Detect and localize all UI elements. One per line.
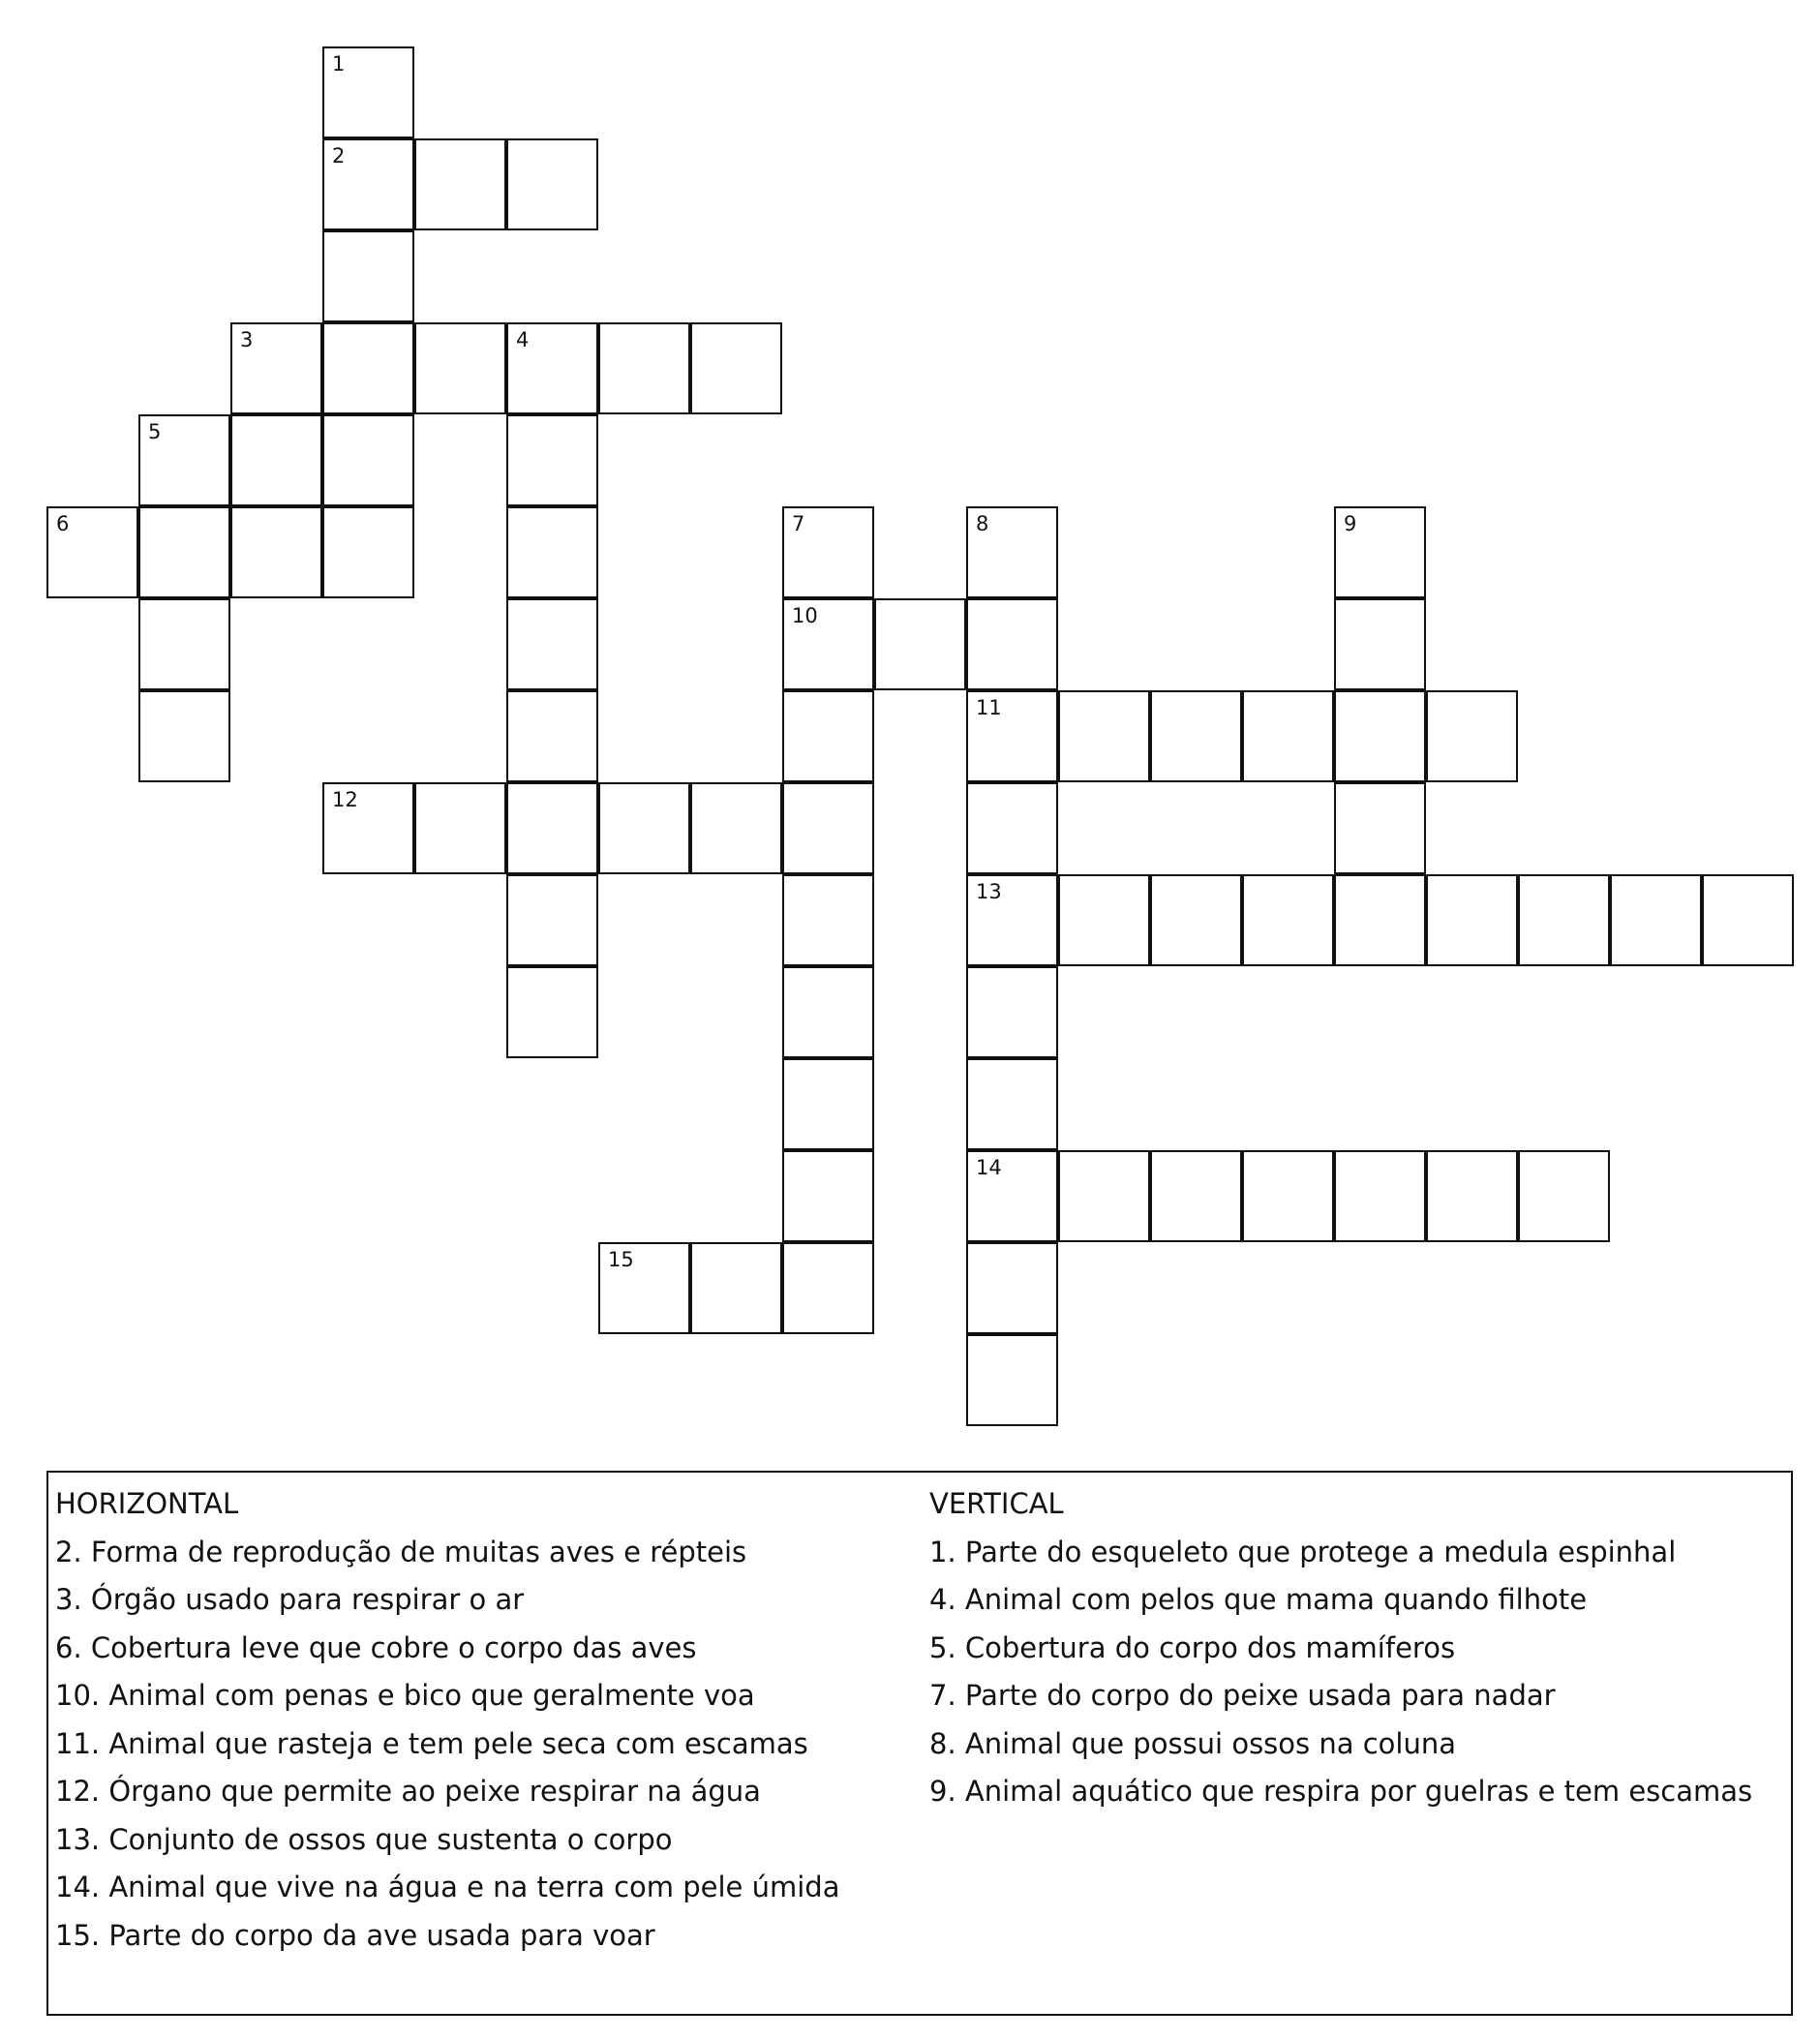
crossword-cell[interactable] (230, 506, 322, 598)
crossword-cell[interactable] (966, 874, 1058, 966)
crossword-cell[interactable] (322, 322, 414, 414)
crossword-cell[interactable] (966, 966, 1058, 1058)
cell-number: 9 (1344, 512, 1357, 535)
crossword-cell[interactable] (1518, 874, 1610, 966)
crossword-cell[interactable] (1150, 1150, 1242, 1242)
clue-horizontal-3: 3. Órgão usado para respirar o ar (55, 1583, 525, 1616)
crossword-cell[interactable] (1058, 690, 1150, 782)
cell-number: 12 (332, 788, 358, 811)
clue-vertical-4: 4. Animal com pelos que mama quando filhote (929, 1583, 1588, 1616)
crossword-cell[interactable] (966, 506, 1058, 598)
cell-number: 5 (148, 420, 162, 443)
crossword-cell[interactable] (322, 230, 414, 322)
clue-vertical-5: 5. Cobertura do corpo dos mamíferos (929, 1630, 1456, 1664)
crossword-cell[interactable] (230, 414, 322, 506)
clue-vertical-8: 8. Animal que possui ossos na coluna (929, 1726, 1457, 1760)
crossword-cell[interactable] (1242, 690, 1334, 782)
clue-vertical-1: 1. Parte do esqueleto que protege a medula espinhal (929, 1535, 1677, 1568)
clue-vertical-7: 7. Parte do corpo do peixe usada para nadar (929, 1679, 1556, 1712)
crossword-cell[interactable] (1058, 1150, 1150, 1242)
crossword-cell[interactable] (874, 598, 966, 690)
clues-box (46, 1471, 1793, 2016)
crossword-cell[interactable] (138, 414, 230, 506)
cell-number: 8 (976, 512, 989, 535)
clue-horizontal-6: 6. Cobertura leve que cobre o corpo das aves (55, 1630, 697, 1664)
crossword-cell[interactable] (966, 782, 1058, 874)
clue-horizontal-15: 15. Parte do corpo da ave usada para voar (55, 1918, 655, 1952)
cell-number: 14 (976, 1156, 1002, 1179)
cell-number: 4 (516, 328, 530, 351)
crossword-cell[interactable] (506, 414, 598, 506)
crossword-cell[interactable] (322, 138, 414, 230)
crossword-cell[interactable] (690, 1242, 782, 1334)
cell-number: 6 (56, 512, 70, 535)
crossword-cell[interactable] (1610, 874, 1702, 966)
crossword-cell[interactable] (1242, 1150, 1334, 1242)
crossword-cell[interactable] (1518, 1150, 1610, 1242)
crossword-cell[interactable] (598, 782, 690, 874)
cell-number: 15 (608, 1248, 634, 1271)
crossword-cell[interactable] (782, 1150, 874, 1242)
crossword-cell[interactable] (966, 598, 1058, 690)
crossword-cell[interactable] (966, 690, 1058, 782)
crossword-cell[interactable] (1334, 690, 1426, 782)
crossword-cell[interactable] (322, 46, 414, 138)
crossword-cell[interactable] (506, 690, 598, 782)
crossword-cell[interactable] (414, 138, 506, 230)
crossword-cell[interactable] (598, 1242, 690, 1334)
crossword-cell[interactable] (1058, 874, 1150, 966)
cell-number: 13 (976, 880, 1002, 903)
crossword-cell[interactable] (138, 598, 230, 690)
crossword-cell[interactable] (1426, 690, 1518, 782)
crossword-cell[interactable] (966, 1058, 1058, 1150)
cell-number: 3 (240, 328, 254, 351)
crossword-cell[interactable] (230, 322, 322, 414)
crossword-cell[interactable] (1702, 874, 1794, 966)
crossword-cell[interactable] (966, 1150, 1058, 1242)
cell-number: 10 (792, 604, 818, 627)
crossword-cell[interactable] (598, 322, 690, 414)
crossword-cell[interactable] (782, 782, 874, 874)
cell-number: 1 (332, 52, 346, 76)
vertical-heading: VERTICAL (929, 1487, 1064, 1520)
crossword-cell[interactable] (414, 322, 506, 414)
crossword-cell[interactable] (782, 874, 874, 966)
crossword-cell[interactable] (1426, 1150, 1518, 1242)
clue-horizontal-10: 10. Animal com penas e bico que geralmente voa (55, 1679, 755, 1712)
cell-number: 7 (792, 512, 805, 535)
crossword-cell[interactable] (138, 506, 230, 598)
crossword-cell[interactable] (322, 414, 414, 506)
clue-vertical-9: 9. Animal aquático que respira por guelras e tem escamas (929, 1775, 1753, 1808)
crossword-cell[interactable] (966, 1334, 1058, 1426)
crossword-cell[interactable] (782, 690, 874, 782)
crossword-cell[interactable] (782, 1058, 874, 1150)
crossword-cell[interactable] (1334, 506, 1426, 598)
crossword-cell[interactable] (1150, 690, 1242, 782)
crossword-cell[interactable] (1334, 1150, 1426, 1242)
crossword-cell[interactable] (138, 690, 230, 782)
crossword-cell[interactable] (782, 966, 874, 1058)
crossword-cell[interactable] (46, 506, 138, 598)
crossword-cell[interactable] (506, 966, 598, 1058)
clue-horizontal-13: 13. Conjunto de ossos que sustenta o corpo (55, 1822, 673, 1856)
crossword-cell[interactable] (1334, 874, 1426, 966)
crossword-cell[interactable] (1242, 874, 1334, 966)
crossword-cell[interactable] (1334, 598, 1426, 690)
crossword-cell[interactable] (690, 782, 782, 874)
crossword-cell[interactable] (506, 506, 598, 598)
crossword-cell[interactable] (506, 782, 598, 874)
crossword-cell[interactable] (690, 322, 782, 414)
vertical-clues (929, 1484, 1752, 1820)
crossword-cell[interactable] (322, 506, 414, 598)
clue-horizontal-12: 12. Órgano que permite ao peixe respirar na água (55, 1775, 761, 1808)
horizontal-clues (55, 1484, 839, 1963)
cell-number: 11 (976, 696, 1002, 719)
crossword-cell[interactable] (966, 1242, 1058, 1334)
crossword-cell[interactable] (506, 598, 598, 690)
crossword-cell[interactable] (506, 874, 598, 966)
crossword-cell[interactable] (1334, 782, 1426, 874)
clue-horizontal-2: 2. Forma de reprodução de muitas aves e répteis (55, 1535, 747, 1568)
crossword-cell[interactable] (782, 506, 874, 598)
cell-number: 2 (332, 144, 346, 167)
crossword-cell[interactable] (1426, 874, 1518, 966)
crossword-cell[interactable] (414, 782, 506, 874)
clue-horizontal-11: 11. Animal que rasteja e tem pele seca com escamas (55, 1726, 808, 1760)
clue-horizontal-14: 14. Animal que vive na água e na terra com pele úmida (55, 1871, 840, 1903)
crossword-cell[interactable] (506, 138, 598, 230)
crossword-cell[interactable] (322, 782, 414, 874)
crossword-cell[interactable] (1150, 874, 1242, 966)
crossword-cell[interactable] (506, 322, 598, 414)
crossword-cell[interactable] (782, 1242, 874, 1334)
horizontal-heading: HORIZONTAL (55, 1487, 239, 1520)
crossword-cell[interactable] (782, 598, 874, 690)
